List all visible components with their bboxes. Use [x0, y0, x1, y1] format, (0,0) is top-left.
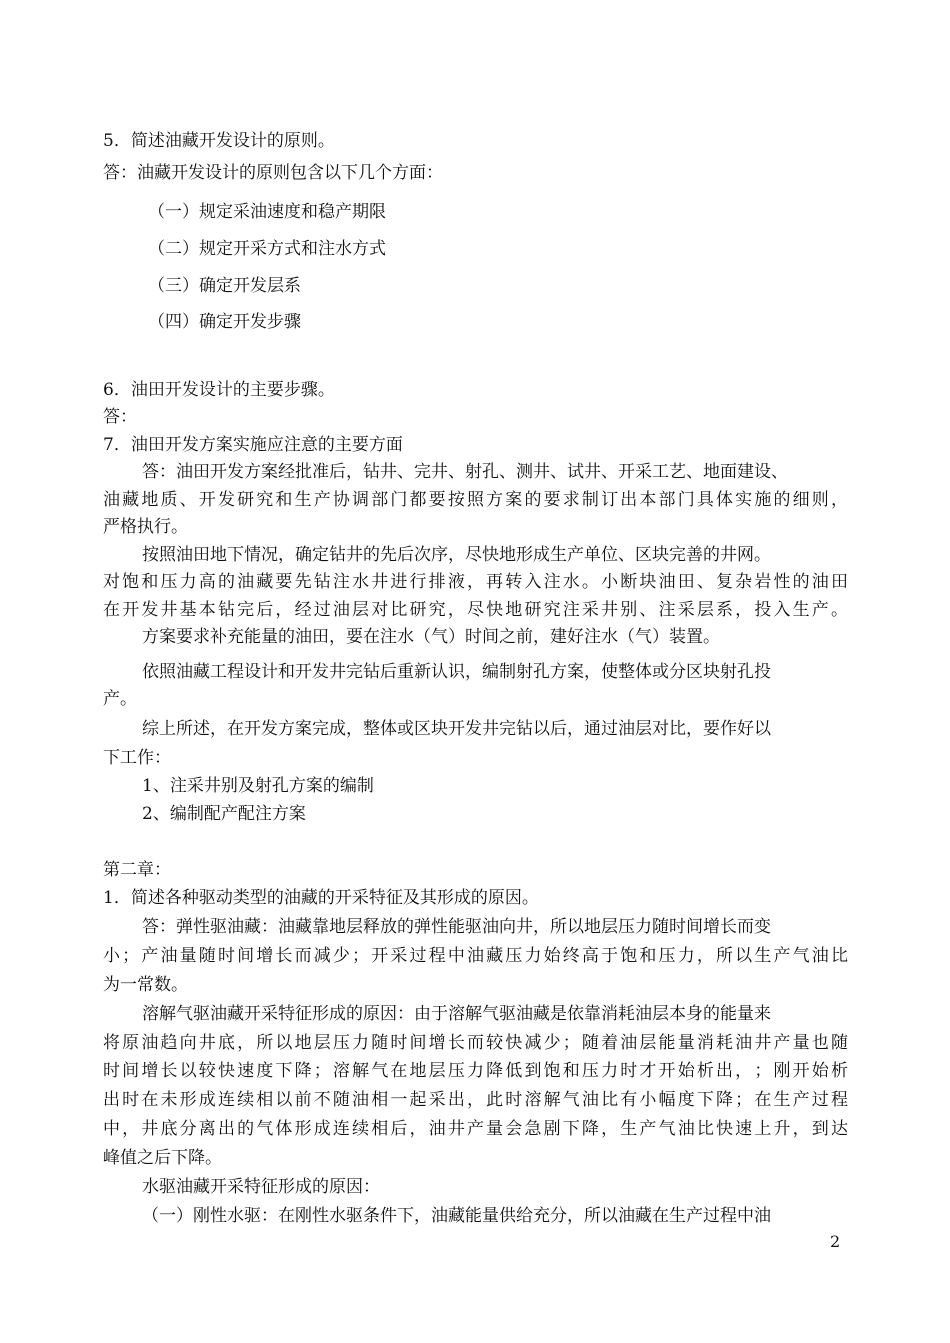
chapter2-answer-line: 时 间 增 长 以 较 快 速 度 下 降 ； 溶 解 气 在 地 层 压 力 降 低 到 饱 和 压 力 时 才 开 始 析 出 ， ； 刚 开 始 析 [103, 1061, 848, 1081]
answer-5-intro: 答：油藏开发设计的原则包含以下几个方面： [103, 163, 443, 183]
answer-7-line: 油 藏 地 质 、 开 发 研 究 和 生 产 协 调 部 门 都 要 按 照 方 案 的 要 求 制 订 出 本 部 门 具 体 实 施 的 细 则 ， [103, 490, 848, 510]
answer-7-line: 对 饱 和 压 力 高 的 油 藏 要 先 钻 注 水 井 进 行 排 液 ， 再 转 入 注 水 。 小 断 块 油 田 、 复 杂 岩 性 的 油 田 [103, 572, 848, 592]
answer-7-line: 方案要求补充能量的油田，要在注水（气）时间之前，建好注水（气）装置。 [142, 627, 720, 647]
chapter-heading: 第二章： [103, 860, 171, 880]
chapter2-answer-line: 为一常数。 [103, 975, 188, 995]
answer-7-line: 答：油田开发方案经批准后，钻井、完井、射孔、测井、试井、开采工艺、地面建设、 [142, 462, 788, 482]
answer-5-item-1: （一）规定采油速度和稳产期限 [148, 202, 386, 222]
answer-7-line: 在 开 发 井 基 本 钻 完 后 ， 经 过 油 层 对 比 研 究 ， 尽 快 地 研 究 注 采 井 别 、 注 采 层 系 ， 投 入 生 产 。 [103, 600, 848, 620]
answer-7-line: 严格执行。 [103, 517, 188, 537]
chapter2-answer-line: 出 时 在 未 形 成 连 续 相 以 前 不 随 油 相 一 起 采 出 ， 此 时 溶 解 气 油 比 有 小 幅 度 下 降 ； 在 生 产 过 程 [103, 1090, 848, 1110]
question-5: 5．简述油藏开发设计的原则。 [103, 131, 335, 151]
answer-5-item-4: （四）确定开发步骤 [148, 312, 301, 332]
chapter2-question-1: 1．简述各种驱动类型的油藏的开采特征及其形成的原因。 [103, 888, 539, 908]
answer-7-line: 依照油藏工程设计和开发井完钻后重新认识，编制射孔方案，使整体或分区块射孔投 [142, 662, 771, 682]
chapter2-answer-line: 小 ； 产 油 量 随 时 间 增 长 而 减 少 ； 开 采 过 程 中 油 藏 压 力 始 终 高 于 饱 和 压 力 ， 所 以 生 产 气 油 比 [103, 946, 848, 966]
question-7: 7．油田开发方案实施应注意的主要方面 [103, 435, 403, 455]
chapter2-answer-line: 中 ， 井 底 分 离 出 的 气 体 形 成 连 续 相 后 ， 油 井 产 量 会 急 剧 下 降 ， 生 产 气 油 比 快 速 上 升 ， 到 达 [103, 1119, 848, 1139]
answer-7-line: 综上所述，在开发方案完成，整体或区块开发井完钻以后，通过油层对比，要作好以 [142, 719, 771, 739]
answer-5-item-3: （三）确定开发层系 [148, 276, 301, 296]
chapter2-answer-line: 水驱油藏开采特征形成的原因： [142, 1177, 380, 1197]
answer-7-line: 1、注采井别及射孔方案的编制 [142, 776, 374, 796]
answer-7-line: 下工作： [103, 748, 171, 768]
answer-7-line: 产。 [103, 689, 137, 709]
chapter2-answer-line: 答：弹性驱油藏：油藏靠地层释放的弹性能驱油向井，所以地层压力随时间增长而变 [142, 917, 771, 937]
question-6: 6．油田开发设计的主要步骤。 [103, 380, 335, 400]
page-number: 2 [830, 1232, 841, 1251]
answer-5-item-2: （二）规定开采方式和注水方式 [148, 239, 386, 259]
chapter2-answer-line: 溶解气驱油藏开采特征形成的原因：由于溶解气驱油藏是依靠消耗油层本身的能量来 [142, 1004, 771, 1024]
answer-6: 答： [103, 407, 137, 427]
answer-7-line: 按照油田地下情况，确定钻井的先后次序，尽快地形成生产单位、区块完善的井网。 [142, 545, 771, 565]
chapter2-answer-line: 峰值之后下降。 [103, 1148, 222, 1168]
answer-7-line: 2、编制配产配注方案 [142, 804, 306, 824]
chapter2-answer-line: 将 原 油 趋 向 井 底 ， 所 以 地 层 压 力 随 时 间 增 长 而 较 快 减 少 ； 随 着 油 层 能 量 消 耗 油 井 产 量 也 随 [103, 1033, 848, 1053]
chapter2-answer-line: （一）刚性水驱：在刚性水驱条件下，油藏能量供给充分，所以油藏在生产过程中油 [142, 1206, 771, 1226]
